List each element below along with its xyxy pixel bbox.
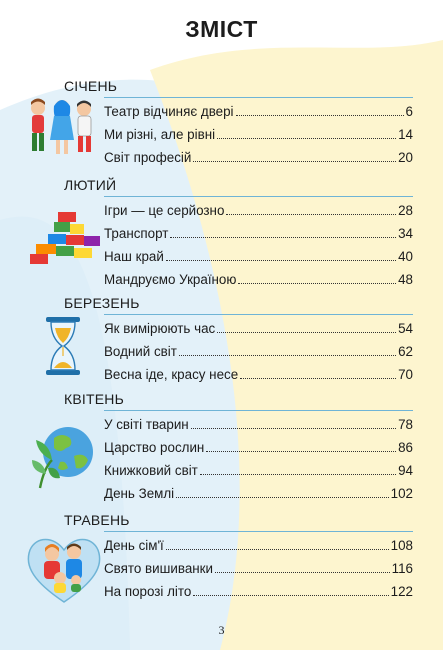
entry-page: 14 [398,127,413,142]
toc-entry[interactable] [104,100,413,123]
toc-entry[interactable] [104,482,413,505]
toc-entry[interactable] [104,199,413,222]
toc-entry[interactable] [104,363,413,386]
entry-page: 28 [398,203,413,218]
toy-blocks-icon [28,208,104,266]
dot-leader [215,572,390,573]
entry-page: 86 [398,440,413,455]
entry-page: 48 [398,272,413,287]
entry-page: 62 [398,344,413,359]
dot-leader [206,451,396,452]
entry-title: День Землі [104,486,175,501]
dot-leader [193,161,396,162]
entry-title: На порозі літо [104,584,192,599]
entry-page: 94 [398,463,413,478]
entry-title: Ми різні, але рівні [104,127,216,142]
month-heading: БЕРЕЗЕНЬ [64,295,140,311]
entry-title: Водний світ [104,344,177,359]
toc-entry[interactable] [104,340,413,363]
toc-entry[interactable] [104,557,413,580]
entry-title: Театр відчиняє двері [104,104,234,119]
entry-title: Транспорт [104,226,169,241]
toc-entry[interactable] [104,436,413,459]
dot-leader [217,332,396,333]
family-heart-icon [24,532,104,604]
dot-leader [166,549,389,550]
entry-title: Весна іде, красу несе [104,367,239,382]
dot-leader [217,138,396,139]
dot-leader [166,260,396,261]
hourglass-icon [42,316,84,376]
toc-entry[interactable] [104,317,413,340]
month-rule [104,97,413,98]
month-rule [104,410,413,411]
toc-entry[interactable] [104,146,413,169]
dot-leader [170,237,396,238]
entry-title: Як вимірюють час [104,321,216,336]
dot-leader [200,474,396,475]
entry-page: 54 [398,321,413,336]
earth-plant-icon [30,418,98,490]
month-rule [104,531,413,532]
dot-leader [236,115,404,116]
entry-title: Книжковий світ [104,463,198,478]
entry-title: Ігри — це серйозно [104,203,225,218]
dot-leader [240,378,396,379]
month-rule [104,196,413,197]
toc-entry[interactable] [104,413,413,436]
entry-page: 70 [398,367,413,382]
month-heading: КВІТЕНЬ [64,391,124,407]
entry-page: 102 [390,486,413,501]
month-heading: ЛЮТИЙ [64,177,117,193]
dot-leader [238,283,396,284]
entry-page: 6 [405,104,413,119]
entry-page: 78 [398,417,413,432]
toc-entry[interactable] [104,222,413,245]
toc-entry[interactable] [104,245,413,268]
month-rule [104,314,413,315]
entry-page: 122 [390,584,413,599]
dot-leader [191,428,396,429]
toc-entry[interactable] [104,580,413,603]
entry-title: Наш край [104,249,164,264]
dot-leader [179,355,396,356]
dot-leader [176,497,389,498]
children-icon [22,96,102,160]
entry-title: Світ професій [104,150,192,165]
dot-leader [226,214,396,215]
entry-title: День сім'ї [104,538,164,553]
month-heading: СІЧЕНЬ [64,78,118,94]
entry-page: 116 [391,561,413,576]
entry-page: 108 [390,538,413,553]
entry-page: 34 [398,226,413,241]
entry-title: Мандруємо Україною [104,272,237,287]
toc-entry[interactable] [104,268,413,291]
page-title: ЗМІСТ [185,16,258,42]
entry-title: У світі тварин [104,417,189,432]
month-heading: ТРАВЕНЬ [64,512,130,528]
entry-title: Свято вишиванки [104,561,213,576]
entry-title: Царство рослин [104,440,205,455]
entry-page: 40 [398,249,413,264]
page-number: 3 [218,623,225,637]
toc-entry[interactable] [104,534,413,557]
entry-page: 20 [398,150,413,165]
toc-entry[interactable] [104,459,413,482]
toc-entry[interactable] [104,123,413,146]
dot-leader [193,595,388,596]
